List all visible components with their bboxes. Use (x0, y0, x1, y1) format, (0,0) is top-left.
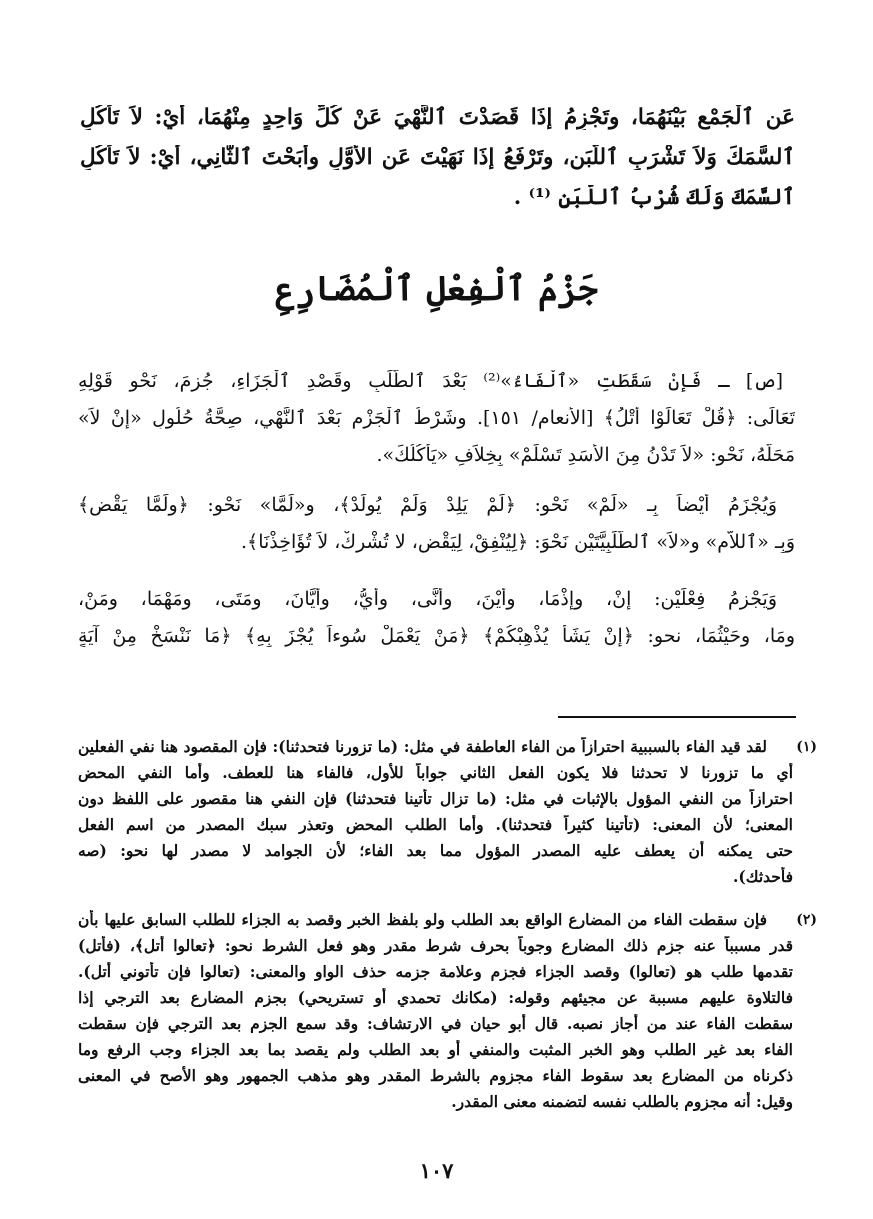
body-line: [ص] ـ فَإِنْ سَقَطَتِ «ٱلْفَاءُ»⁽²⁾ بَعْدَ ٱلطَّلَبِ وقَصْدِ ٱلْجَزَاءِ، جُزِمَ، نَحْو قَوْلِهِ (78, 370, 783, 392)
footnote-line: فإن سقطت الفاء من المضارع الواقع بعد الطلب ولو بلفظ الخبر وقصد به الجزاء للطلب السابق عليها بأن (78, 910, 767, 929)
footnote-line: لقد قيد الفاء بالسببية احترازاً من الفاء العاطفة في مثل: (ما تزورنا فتحدثنا): فإن المقصود هنا نفي الفعلين (78, 737, 767, 756)
footnote-line: أي ما تزورنا لا تحدثنا فلا يكون الفعل الثاني جواباً للأول، فالفاء هنا للعطف. وأما النفي المحض (78, 763, 793, 782)
footnote-number: (١) (796, 739, 817, 755)
footnote-line: احترازاً من النفي المؤول بالإثبات في مثل: (ما تزال تأتينا فتحدثنا) فإن النفي هنا مقصور على اللفظ دون (78, 789, 793, 808)
section-heading: جَزْمُ ٱلْفِعْلِ ٱلْمُضَارِعِ (275, 269, 598, 309)
page-number: ١٠٧ (419, 1158, 454, 1183)
footnote-line: فالتلاوة عليهم مسببة عن مجيئهم وقوله: (مكانك تحمدي أو تستريحي) بجزم المضارع بعد الترجي إذا (78, 988, 793, 1007)
footnote-line: ذكرناه من المضارع بعد سقوط الفاء مجزوم بالشرط المقدر وهو مذهب الجمهور وهو الأصح في المعنى (78, 1066, 793, 1085)
body-line: تَعَالَى: ﴿قُلْ تَعَالَوْا أَتْلُ﴾ [الأنعام/ ١٥١]. وشَرْطُ ٱلْجَزْمِ بَعْدَ ٱلنَّهْيِ، صِحَّةُ حُلُولِ «إِنْ لاَ» (78, 407, 795, 429)
footnote-line: حتى يمكنه أن يعطف عليه المصدر المؤول مما بعد الفاء؛ لأن الجوامد لا مصدر لها نحو: (صه (78, 841, 793, 860)
top-paragraph-line: ٱلسَّمَكَ وَلَكَ شُرْبُ ٱللَّبَنِ ⁽¹⁾ . (513, 185, 795, 210)
footnote-number: (٢) (796, 912, 817, 928)
footnote-separator (558, 716, 796, 718)
body-line: وَيَجْزِمُ فِعْلَيْنِ: إِنْ، وإِذْمَا، وأَيْنَ، وأَنَّى، وأَيُّ، وأَيَّانَ، ومَتَى، ومَهْمَا، ومَنْ، (78, 588, 777, 610)
footnote-line: المعنى؛ لأن المعنى: (تأتينا كثيراً فتحدثنا). وأما الطلب المحض وتعذر سبك المصدر من اسم الفعل (78, 815, 793, 834)
body-line: ومَا، وحَيْثُمَا، نحو: ﴿إِنْ يَشَأْ يُذْهِبْكُمْ﴾ ﴿مَنْ يَعْمَلْ سُوءاً يُجْزَ بِهِ﴾ ﴿مَا نَنْسَخْ مِنْ آيَةٍ (78, 625, 795, 647)
footnote-line: تقدمها طلب هو (تعالوا) وقصد الجزاء فجزم وعلامة جزمه حذف الواو والمعنى: (تعالوا فإن تأتوني أتل). (78, 962, 793, 981)
body-line: وَبِـ «ٱللاَّمِ» و«لاَ» ٱلطَّلَبِيَّتَيْنِ نَحْوَ: ﴿لِيُنْفِقْ، لِيَقْضِ، لا تُشْرِكْ، لاَ تُؤَاخِذْنَا﴾. (241, 531, 795, 553)
footnote-line: فأحدثك). (733, 867, 793, 886)
footnote-line: قدر مسبباً عنه جزم ذلك المضارع وجوباً بحرف شرط مقدر وهو فعل الشرط نحو: ﴿تعالوا أتل﴾، (فأتل) (78, 936, 793, 955)
top-paragraph-line: ٱلسَّمَكَ وَلاَ تَشْرَبِ ٱللَّبَنِ، وتَرْفَعُ إِذَا نَهَيْتَ عَنِ الأَوَّلِ وأَبَحْتَ ٱلثَّانِي، أيْ: لاَ تَأْكُلِ (80, 145, 795, 170)
footnote-line: سقطت الفاء عند من أجاز نصبه. قال أبو حيان في الارتشاف: وقد سمع الجزم بعد الترجي فإن سقطت (78, 1014, 793, 1033)
footnote-line: وقيل: أنه مجزوم بالطلب نفسه لتضمنه معنى المقدر. (451, 1092, 793, 1111)
body-line: وَيُجْزَمُ أيْضاً بِـ «لَمْ» نَحْو: ﴿لَمْ يَلِدْ وَلَمْ يُولَدْ﴾، و«لَمَّا» نَحْو: ﴿ولَمَّا يَقْضِ﴾ (78, 494, 777, 516)
footnote-line: الفاء بعد غير الطلب وهو الخبر المثبت والمنفي أو بعد الطلب ولم يقصد بما بعد الجزاء وجب الرفع وما (78, 1040, 793, 1059)
top-paragraph-line: عَنِ ٱلْجَمْعِ بَيْنَهُمَا، وتَجْزِمُ إِذَا قَصَدْتَ ٱلنَّهْيَ عَنْ كُلِّ وَاحِدٍ مِنْهُمَا، أيْ: لاَ تَأْكُلِ (80, 105, 795, 130)
body-line: مَحَلَّهُ، نَحْو: «لاَ تَدْنُ مِنَ الأَسَدِ تَسْلَمْ» بِخِلاَفِ «يَأْكُلُكَ». (376, 444, 795, 466)
